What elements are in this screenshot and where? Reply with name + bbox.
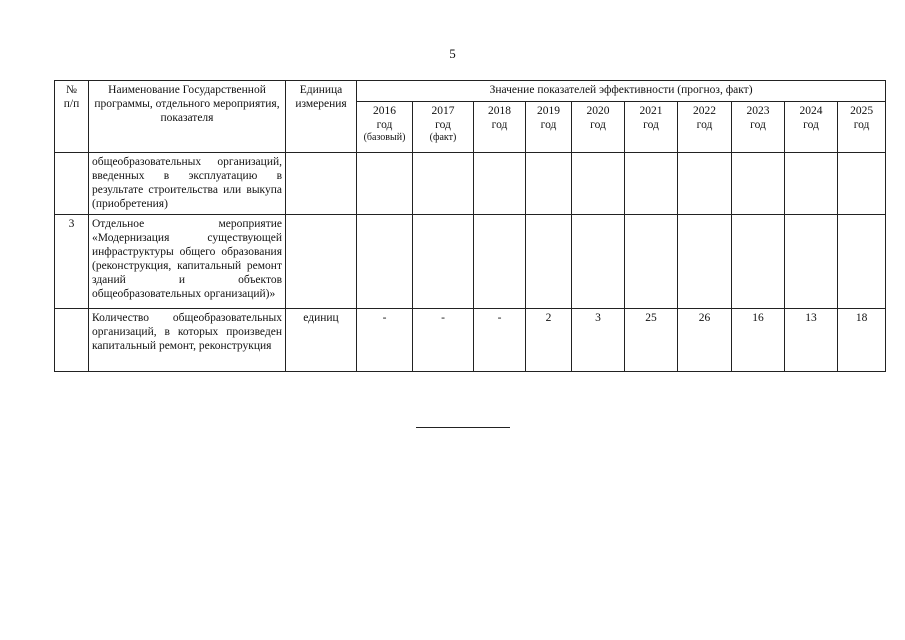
table-row [55,153,886,215]
cell-value-2021 [625,215,678,309]
cell-value-2020: 3 [572,309,625,372]
header-year-2021 [625,102,678,153]
cell-value-2017 [413,215,474,309]
header-name: Наименование Государственной программы, отдельного мероприятия, показателя [89,81,286,153]
cell-value-2019: 2 [526,309,572,372]
year-word: год [853,119,870,132]
cell-value-2024: 13 [785,309,838,372]
year-word: год [803,119,819,132]
year-label: 2025 [850,105,874,117]
cell-value-2025 [838,153,886,215]
cell-value-2025 [838,215,886,309]
cell-value-2024 [785,153,838,215]
header-year-2017 [413,102,474,153]
year-label: 2021 [639,105,663,117]
header-year-2016 [357,102,413,153]
table-header [55,81,886,153]
cell-value-2017: - [413,309,474,372]
cell-value-2023 [732,153,785,215]
cell-value-2018: - [474,309,526,372]
year-note: (базовый) [363,132,406,144]
cell-value-2018 [474,215,526,309]
cell-value-2021: 25 [625,309,678,372]
cell-name: Количество общеобразовательных организаций, в которых произведен капитальный ремонт, реконструкция [89,309,286,372]
cell-unit [286,153,357,215]
year-label: 2024 [799,105,823,117]
cell-unit: единиц [286,309,357,372]
cell-num [55,153,89,215]
header-year-2018 [474,102,526,153]
year-word: год [491,119,508,132]
closing-rule [416,427,510,428]
year-label: 2018 [488,105,511,117]
cell-value-2021 [625,153,678,215]
cell-value-2023: 16 [732,309,785,372]
cell-value-2022: 26 [678,309,732,372]
cell-num: 3 [55,215,89,309]
table-row [55,309,886,372]
year-word: год [590,119,606,132]
cell-num [55,309,89,372]
indicators-table [54,80,886,372]
header-year-2024 [785,102,838,153]
cell-value-2022 [678,215,732,309]
year-word: год [435,119,451,132]
cell-value-2023 [732,215,785,309]
year-word: год [540,119,557,132]
cell-name: Отдельное мероприятие «Модернизация существующей инфраструктуры общего образования (реконструкция, капитальный ремонт зданий и объектов общеобразовательных организаций)» [89,215,286,309]
year-word: год [696,119,713,132]
cell-name: общеобразовательных организаций, введенных в эксплуатацию в результате строительства или выкупа (приобретения) [89,153,286,215]
header-year-2025 [838,102,886,153]
header-year-2022 [678,102,732,153]
cell-value-2016 [357,215,413,309]
year-word: год [750,119,766,132]
header-year-2020 [572,102,625,153]
page-number: 5 [449,46,456,61]
cell-value-2018 [474,153,526,215]
cell-value-2020 [572,215,625,309]
cell-value-2017 [413,153,474,215]
cell-value-2024 [785,215,838,309]
year-label: 2022 [693,105,716,117]
cell-value-2019 [526,215,572,309]
year-word: год [376,119,393,132]
cell-value-2019 [526,153,572,215]
cell-value-2016: - [357,309,413,372]
cell-value-2016 [357,153,413,215]
header-num: № п/п [55,81,89,153]
year-note: (факт) [429,132,457,144]
cell-value-2020 [572,153,625,215]
header-values-group: Значение показателей эффективности (прогноз, факт) [357,81,886,102]
table-row [55,215,886,309]
year-label: 2017 [431,105,455,117]
year-label: 2020 [586,105,610,117]
year-label: 2019 [537,105,560,117]
cell-value-2025: 18 [838,309,886,372]
header-unit: Единица измерения [286,81,357,153]
year-label: 2023 [746,105,770,117]
year-label: 2016 [373,105,396,117]
header-year-2023 [732,102,785,153]
year-word: год [643,119,659,132]
header-year-2019 [526,102,572,153]
cell-unit [286,215,357,309]
cell-value-2022 [678,153,732,215]
